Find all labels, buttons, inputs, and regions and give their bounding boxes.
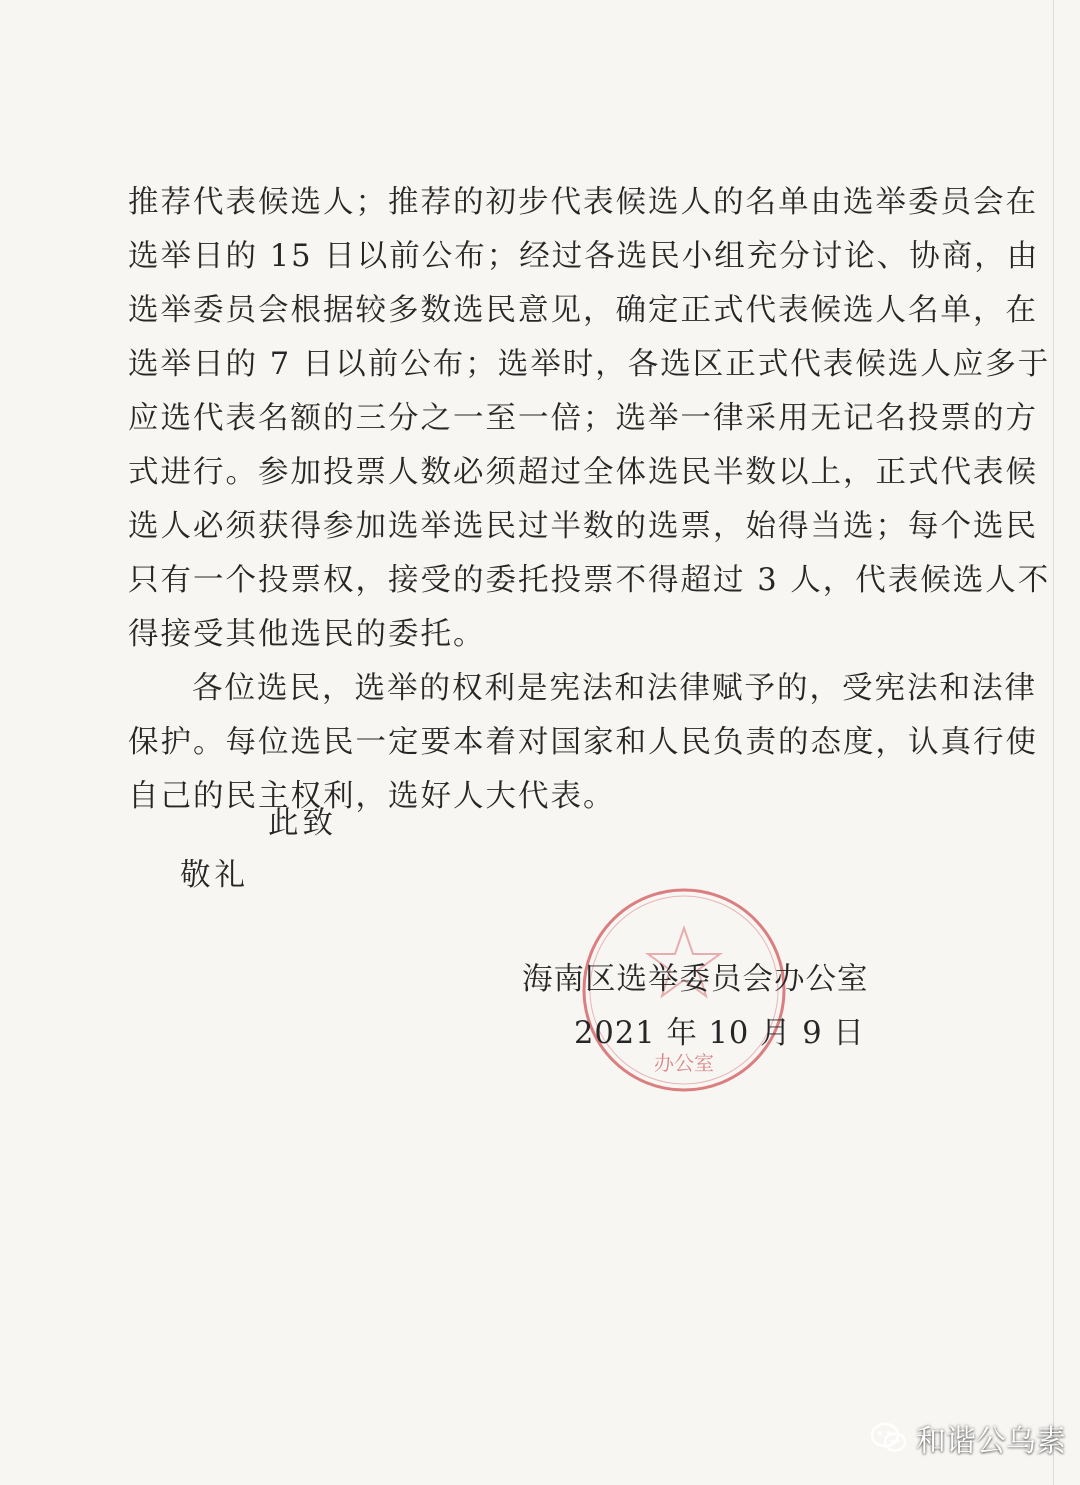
seal-inner-text: 办公室 (654, 1051, 714, 1075)
paragraph-1-line: 应选代表名额的三分之一至一倍；选举一律采用无记名投票的方 (128, 401, 1038, 436)
scan-edge-line (1053, 0, 1054, 1485)
closing-regards: 敬礼 (180, 858, 249, 893)
letter-body (128, 176, 1051, 824)
paragraph-2-line: 自己的民主权利，选好人大代表。 (128, 779, 616, 814)
paragraph-2-line: 保护。每位选民一定要本着对国家和人民负责的态度，认真行使 (128, 725, 1038, 760)
paragraph-1-line: 得接受其他选民的委托。 (128, 617, 486, 652)
signature-organization: 海南区选举委员会办公室 (522, 962, 869, 997)
paragraph-1-line: 式进行。参加投票人数必须超过全体选民半数以上，正式代表候 (128, 455, 1038, 490)
paragraph-1-line: 选举日的 15 日以前公布；经过各选民小组充分讨论、协商，由 (128, 239, 1040, 274)
paragraph-2-line: 各位选民，选举的权利是宪法和法律赋予的，受宪法和法律 (192, 671, 1037, 706)
paragraph-1-line: 选举日的 7 日以前公布；选举时，各选区正式代表候选人应多于 (128, 347, 1051, 382)
paragraph-1-line: 选举委员会根据较多数选民意见，确定正式代表候选人名单，在 (128, 293, 1038, 328)
watermark-text: 和谐公乌素 (916, 1424, 1066, 1459)
paragraph-1-line: 只有一个投票权，接受的委托投票不得超过 3 人，代表候选人不 (128, 563, 1051, 598)
watermark (870, 1416, 1066, 1460)
signature-date: 2021 年 10 月 9 日 (574, 1016, 865, 1051)
closing-salutation: 此致 (268, 806, 337, 841)
paragraph-1-line: 推荐代表候选人；推荐的初步代表候选人的名单由选举委员会在 (128, 185, 1038, 220)
wechat-icon (870, 1422, 908, 1454)
paragraph-1-line: 选人必须获得参加选举选民过半数的选票，始得当选；每个选民 (128, 509, 1038, 544)
